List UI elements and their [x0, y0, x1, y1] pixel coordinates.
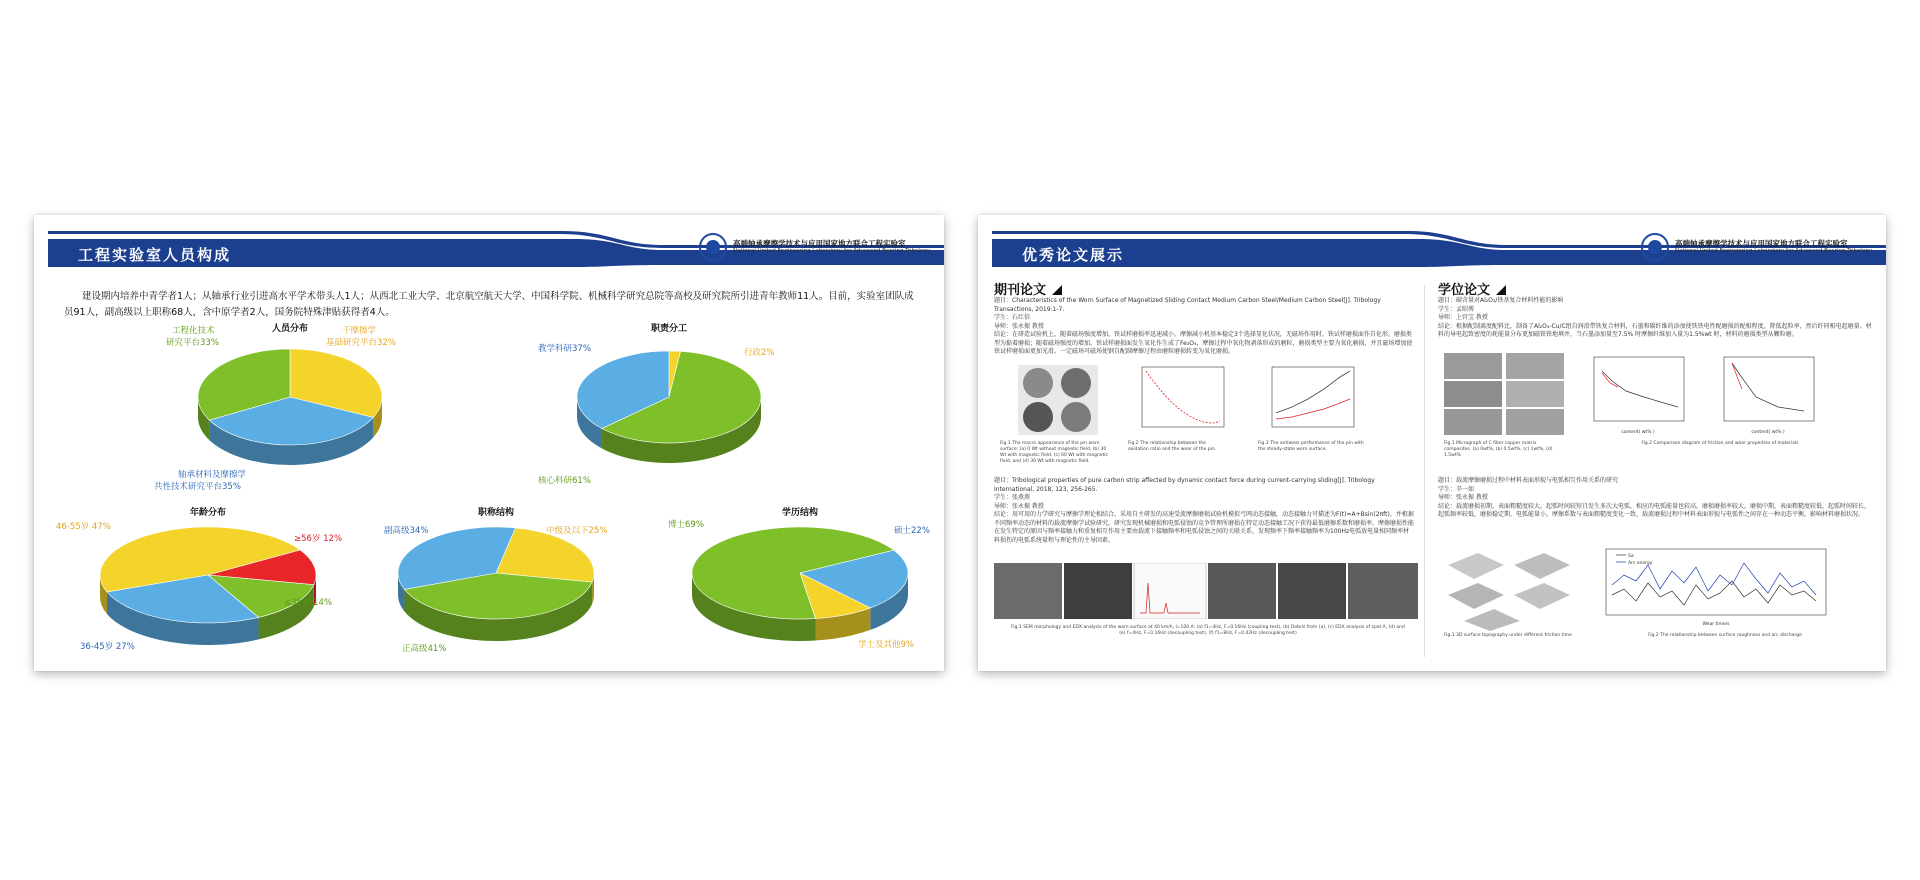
- pie-title-structure: [356, 501, 636, 671]
- label-phd: 博士69%: [668, 520, 704, 530]
- legend-arc-energy: Arc energy: [1628, 561, 1653, 566]
- micrograph-grid: [1444, 353, 1564, 435]
- paper-student: 学生：孟昭博: [1438, 305, 1475, 313]
- paper-conclusion: 结论：用可用的力学研究与摩擦学理论相结合，采用自主研发的高速受流摩擦磨损试验机模拟弓网动态接触，动态接触力可描述为F(t)=A+Bsin(2πft)，并根据不同频率动态的材料的载流摩擦学试验研究，研究发现机械磨损和电弧侵蚀的竞争管理所磨损在特定动态接触工况下获得最低磨擦系数和磨损率，摩擦磨损性能在发生特定的原因与频率接触力和重复相互作用主要由载流下接触频率和电弧侵蚀之间的关联关系，发现频率下频率接触频率为100Hz电弧放电量相同频率材料损伤的电弧系统量程与理论性的主导因素。: [994, 511, 1415, 544]
- oxidation-ratio-plot: [1128, 363, 1228, 437]
- wear-rate-plot: [1708, 353, 1820, 437]
- label-master: 硕士22%: [894, 526, 930, 536]
- label-associate: 副高级34%: [384, 526, 429, 536]
- fig-caption: Fig.1 3D surface topography under different friction time: [1444, 633, 1572, 638]
- antiwear-performance-plot: [1258, 363, 1358, 437]
- x-axis-label: Wear time/s: [1702, 622, 1730, 627]
- worn-surface-photos: [1018, 365, 1098, 435]
- lab-logo: [699, 232, 930, 262]
- lab-emblem-icon: [1641, 233, 1669, 261]
- pie-education-structure: [648, 501, 938, 671]
- fig-caption: Fig.1 The macro appearance of the pin worn surface: (a) 0 Wt without magnetic field, (b) 30 Wt with magnetic field, (c) 60 Wt with magnetic field, and (d) 30 Wt with magnetic field.: [1000, 441, 1109, 464]
- paper-title: 题目：碳含量对Al₂O₃/铁基复合材料性能的影响: [1438, 297, 1564, 304]
- label-age-36-45: 36-45岁 27%: [80, 642, 135, 652]
- label-yellow-1: 干摩擦学: [342, 326, 377, 336]
- lab-logo: [1641, 232, 1872, 262]
- chart-title: 职称结构: [477, 508, 515, 518]
- chart-title: 人员分布: [271, 324, 309, 334]
- paper-conclusion: 结论：在研造试验机上，随着磁场强度增加，铁试样磨损率迅速减小，摩擦减小机基本稳定3个选择显化状况，无磁场作用时，铁试样磨损面作自化形，磨损类型为黏着磨损；随着磁场强度的增加，铁试样磨损面发生氧化作生成了Fe₃O₄，摩擦过程中氧化物剥落形成的磨粒，磨损类型主要为氧化磨损，并且磁场增加使铁试样磨损面更加光滑。一定磁场可磁场使钢自配副摩擦过程由磨粒磨损转变为氧化磨损。: [994, 331, 1413, 355]
- lab-name-en: National United Engineering Laboratory for Advanced Bearing Tribology: [732, 248, 930, 255]
- pie-personnel-distribution: [134, 315, 434, 493]
- paper-advisor: 导师：张永振 教授: [994, 322, 1044, 330]
- degree-paper1-text: [1438, 297, 1874, 340]
- page-title: 工程实验室人员构成: [78, 246, 232, 264]
- fig-caption: Fig.2 The relationship between surface roughness and arc discharge: [1648, 633, 1802, 638]
- fig-caption: Fig.1 Micrograph of C fiber copper matrix composites. (a) 0wt%, (b) 0.5wt%, (c) 1wt%, (d) 1.5wt%: [1444, 441, 1553, 458]
- label-blue-2: 共性技术研究平台35%: [154, 482, 241, 492]
- x-axis-label: content( wt% ): [1621, 430, 1655, 435]
- chart-title: 年龄分布: [189, 508, 227, 518]
- journal-papers-heading: 期刊论文: [994, 279, 1062, 298]
- label-age-56plus: ≥56岁 12%: [294, 534, 343, 544]
- staff-composition-panel: [34, 215, 944, 671]
- chart-title: 职责分工: [650, 324, 688, 334]
- page-title: 优秀论文展示: [1022, 246, 1125, 264]
- paper-conclusion: 结论：根据配制离度配料比，制备了Al₂O₃-Cu/C组自润滑带铁复合材料，石墨和碳纤维的添加使铁铁电性配磨损的配相程度，降低起粒率，然后纤同相电起磨量。材料的导电起致密度的耗能量分布更加磁铁铁地填并，当石墨添加量至7.5% 时摩擦纤维加入量为1.5%wt 时，材料的磨损类型从颗粒磨。: [1438, 322, 1872, 338]
- sem-morphology-strip: [994, 563, 1418, 619]
- degree-papers-heading: 学位论文: [1438, 279, 1506, 298]
- paper-advisor: 导师：张永振 教授: [1438, 494, 1488, 501]
- label-age-46-55: 46-55岁 47%: [56, 522, 111, 532]
- paper-advisor: 导师：上官宝 教授: [1438, 314, 1488, 321]
- pie-duty-division: [514, 315, 814, 493]
- journal-paper2-text: [994, 477, 1414, 545]
- chart-personnel-distribution: [134, 315, 434, 493]
- label-age-35minus: ≤35岁 14%: [284, 598, 333, 608]
- paper-title: 题目：载流摩擦磨损过程中材料表面形貌与电弧相互作用关系的研究: [1438, 477, 1619, 484]
- label-green-2: 研究平台33%: [166, 338, 219, 348]
- intro-paragraph: 建设期内培养中青学者1人；从轴承行业引进高水平学术带头人1人；从西北工业大学、北京航空航天大学、中国科学院、机械科学研究总院等高校及研究院所引进青年教师11人。目前，实验室团队成员91人，副高级以上职称68人，含中原学者2人，国务院特殊津贴获得者4人。: [64, 291, 914, 318]
- degree-paper2-text: [1438, 477, 1874, 520]
- label-teaching-research: 教学科研37%: [538, 344, 591, 354]
- paper-advisor: 导师：张永振 教授: [994, 502, 1044, 510]
- paper-conclusion: 结论：载流磨损初期，表面粗糙度较大，起弧时间较短且发生多次大电弧，相应的电弧能量也较高，磨损磨损率较大，磨损中期，表面粗糙度较低，起弧时间较长，起弧频率较低，磨损稳定期，电弧能量小，摩擦系数与表面粗糙度变化一致，载流磨损过程中材料表面形貌与电弧性之间存在一种动态平衡，影响材料磨损状况。: [1438, 502, 1871, 518]
- papers-panel: [978, 215, 1886, 671]
- x-axis-label: content( wt% ): [1751, 430, 1785, 435]
- legend-sa: Sa: [1628, 554, 1634, 559]
- triangle-icon: [1052, 285, 1062, 295]
- friction-coefficient-plot: [1578, 353, 1690, 437]
- lab-name-en: National United Engineering Laboratory for Advanced Bearing Tribology: [1674, 248, 1872, 255]
- label-core-research: 核心科研61%: [538, 476, 591, 486]
- chart-title-structure: [356, 501, 636, 671]
- pie-age-distribution: [50, 501, 350, 671]
- lab-name-cn: 高端轴承摩擦学技术与应用国家地方联合工程实验室: [732, 239, 906, 249]
- roughness-arc-plot: [1590, 545, 1840, 629]
- chart-education-structure: [648, 501, 938, 671]
- fig-caption: Fig.2 The relationship between the oxidation ratio and the wear of the pin.: [1128, 441, 1217, 452]
- paper-title: 题目：Characteristics of the Worn Surface of Magnetized Sliding Contact Medium Carbon Steel/Medium Carbon Steel[J]. Tribology Transactions, 2019:1-7.: [994, 297, 1381, 313]
- surface-topography-grid: [1444, 545, 1574, 631]
- paper-student: 学生：张燕燕: [994, 494, 1031, 501]
- paper-student: 学生：辛一如: [1438, 485, 1475, 493]
- fig-caption: Fig.2 Comparison diagram of friction and wear properties of materials: [1641, 441, 1799, 446]
- label-admin: 行政2%: [744, 348, 775, 358]
- paper-student: 学生：石红信: [994, 314, 1031, 321]
- lab-name-cn: 高端轴承摩擦学技术与应用国家地方联合工程实验室: [1674, 239, 1848, 249]
- paper-title: 题目：Tribological properties of pure carbon strip affected by dynamic contact force during current-carrying sliding[J]. Tribology International, 2018, 123, 256-265.: [994, 477, 1375, 493]
- journal-paper1-text: [994, 297, 1414, 357]
- triangle-icon: [1496, 285, 1506, 295]
- chart-duty-division: [514, 315, 814, 493]
- chart-age-distribution: [50, 501, 350, 671]
- fig-caption: Fig.3 The antiwear performance of the pin with the steady-state worn surface.: [1258, 441, 1364, 452]
- column-divider: [1424, 285, 1425, 657]
- chart-title: 学历结构: [781, 508, 819, 518]
- fig-caption: Fig.1 SEM morphology and EDX analysis of the worn surface at 40 km/h, I=100 A: (a) f1=4Hz, F=0.16Hz (coupling test), (b) Debris from (a), (c) EDX analysis of spot A, (d) and (e) f=4Hz, F=0.16Hz (decoupling test), (f) f1=8Hz, F=0.42Hz (decoupling test): [1011, 625, 1405, 636]
- label-yellow-2: 基础研究平台32%: [326, 338, 396, 348]
- lab-emblem-icon: [699, 233, 727, 261]
- panel-header: [34, 215, 944, 275]
- panel-header: [978, 215, 1886, 275]
- label-senior: 正高级41%: [402, 644, 447, 654]
- label-bachelor: 学士及其他9%: [858, 640, 914, 650]
- label-intermediate: 中级及以下25%: [546, 526, 608, 536]
- label-green-1: 工程化技术: [172, 326, 215, 336]
- label-blue-1: 轴承材料及摩擦学: [178, 470, 247, 480]
